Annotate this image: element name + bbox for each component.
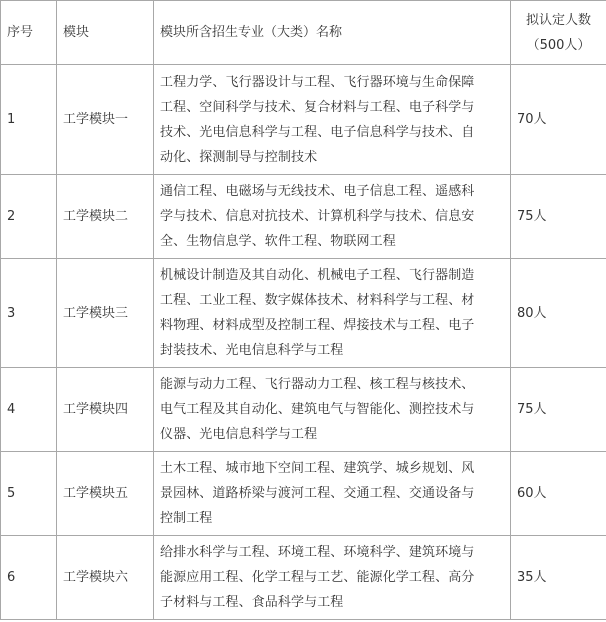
table-row	[1, 259, 606, 368]
majors-line: 料物理、材料成型及控制工程、焊接技术与工程、电子	[160, 318, 475, 333]
row-count: 35人	[511, 536, 606, 620]
row-count: 75人	[511, 175, 606, 259]
majors-line: 机械设计制造及其自动化、机械电子工程、飞行器制造	[160, 268, 475, 283]
row-count: 75人	[511, 368, 606, 452]
majors-line: 控制工程	[160, 511, 213, 526]
majors-line: 工程、空间科学与技术、复合材料与工程、电子科学与	[160, 99, 475, 115]
table-row	[1, 452, 606, 536]
row-no: 3	[1, 259, 57, 368]
row-majors	[154, 536, 511, 620]
row-majors	[154, 259, 511, 368]
majors-line: 动化、探测制导与控制技术	[160, 149, 318, 165]
header-majors: 模块所含招生专业（大类）名称	[154, 1, 511, 65]
row-no: 6	[1, 536, 57, 620]
row-module: 工学模块五	[57, 452, 154, 536]
row-no: 4	[1, 368, 57, 452]
row-count: 80人	[511, 259, 606, 368]
majors-line: 全、生物信息学、软件工程、物联网工程	[160, 234, 396, 249]
row-no: 2	[1, 175, 57, 259]
header-count-line2: （500人）	[526, 37, 591, 53]
row-module: 工学模块二	[57, 175, 154, 259]
table-header-row	[1, 1, 606, 65]
majors-line: 给排水科学与工程、环境工程、环境科学、建筑环境与	[160, 545, 475, 560]
majors-line: 景园林、道路桥梁与渡河工程、交通工程、交通设备与	[160, 486, 475, 501]
majors-line: 封装技术、光电信息科学与工程	[160, 343, 344, 358]
row-majors	[154, 65, 511, 175]
row-no: 5	[1, 452, 57, 536]
header-no: 序号	[1, 1, 57, 65]
row-module: 工学模块四	[57, 368, 154, 452]
majors-line: 土木工程、城市地下空间工程、建筑学、城乡规划、风	[160, 461, 475, 476]
majors-line: 技术、光电信息科学与工程、电子信息科学与技术、自	[160, 124, 475, 140]
row-module: 工学模块一	[57, 65, 154, 175]
majors-line: 子材料与工程、食品科学与工程	[160, 595, 344, 610]
table-row	[1, 65, 606, 175]
header-count-line1: 拟认定人数	[525, 12, 591, 28]
table-row	[1, 536, 606, 620]
row-majors	[154, 175, 511, 259]
majors-line: 能源与动力工程、飞行器动力工程、核工程与核技术、	[160, 377, 475, 392]
row-no: 1	[1, 65, 57, 175]
row-count: 70人	[511, 65, 606, 175]
majors-line: 电气工程及其自动化、建筑电气与智能化、测控技术与	[160, 402, 475, 417]
header-count	[511, 1, 606, 65]
table-row	[1, 175, 606, 259]
majors-line: 能源应用工程、化学工程与工艺、能源化学工程、高分	[160, 570, 475, 585]
row-majors	[154, 368, 511, 452]
header-module: 模块	[57, 1, 154, 65]
table-row	[1, 368, 606, 452]
majors-line: 通信工程、电磁场与无线技术、电子信息工程、遥感科	[160, 184, 475, 199]
majors-line: 工程力学、飞行器设计与工程、飞行器环境与生命保障	[160, 74, 475, 90]
row-module: 工学模块三	[57, 259, 154, 368]
row-module: 工学模块六	[57, 536, 154, 620]
majors-line: 仪器、光电信息科学与工程	[160, 427, 318, 442]
row-majors	[154, 452, 511, 536]
majors-line: 工程、工业工程、数字媒体技术、材料科学与工程、材	[160, 293, 475, 308]
row-count: 60人	[511, 452, 606, 536]
majors-line: 学与技术、信息对抗技术、计算机科学与技术、信息安	[160, 209, 475, 224]
